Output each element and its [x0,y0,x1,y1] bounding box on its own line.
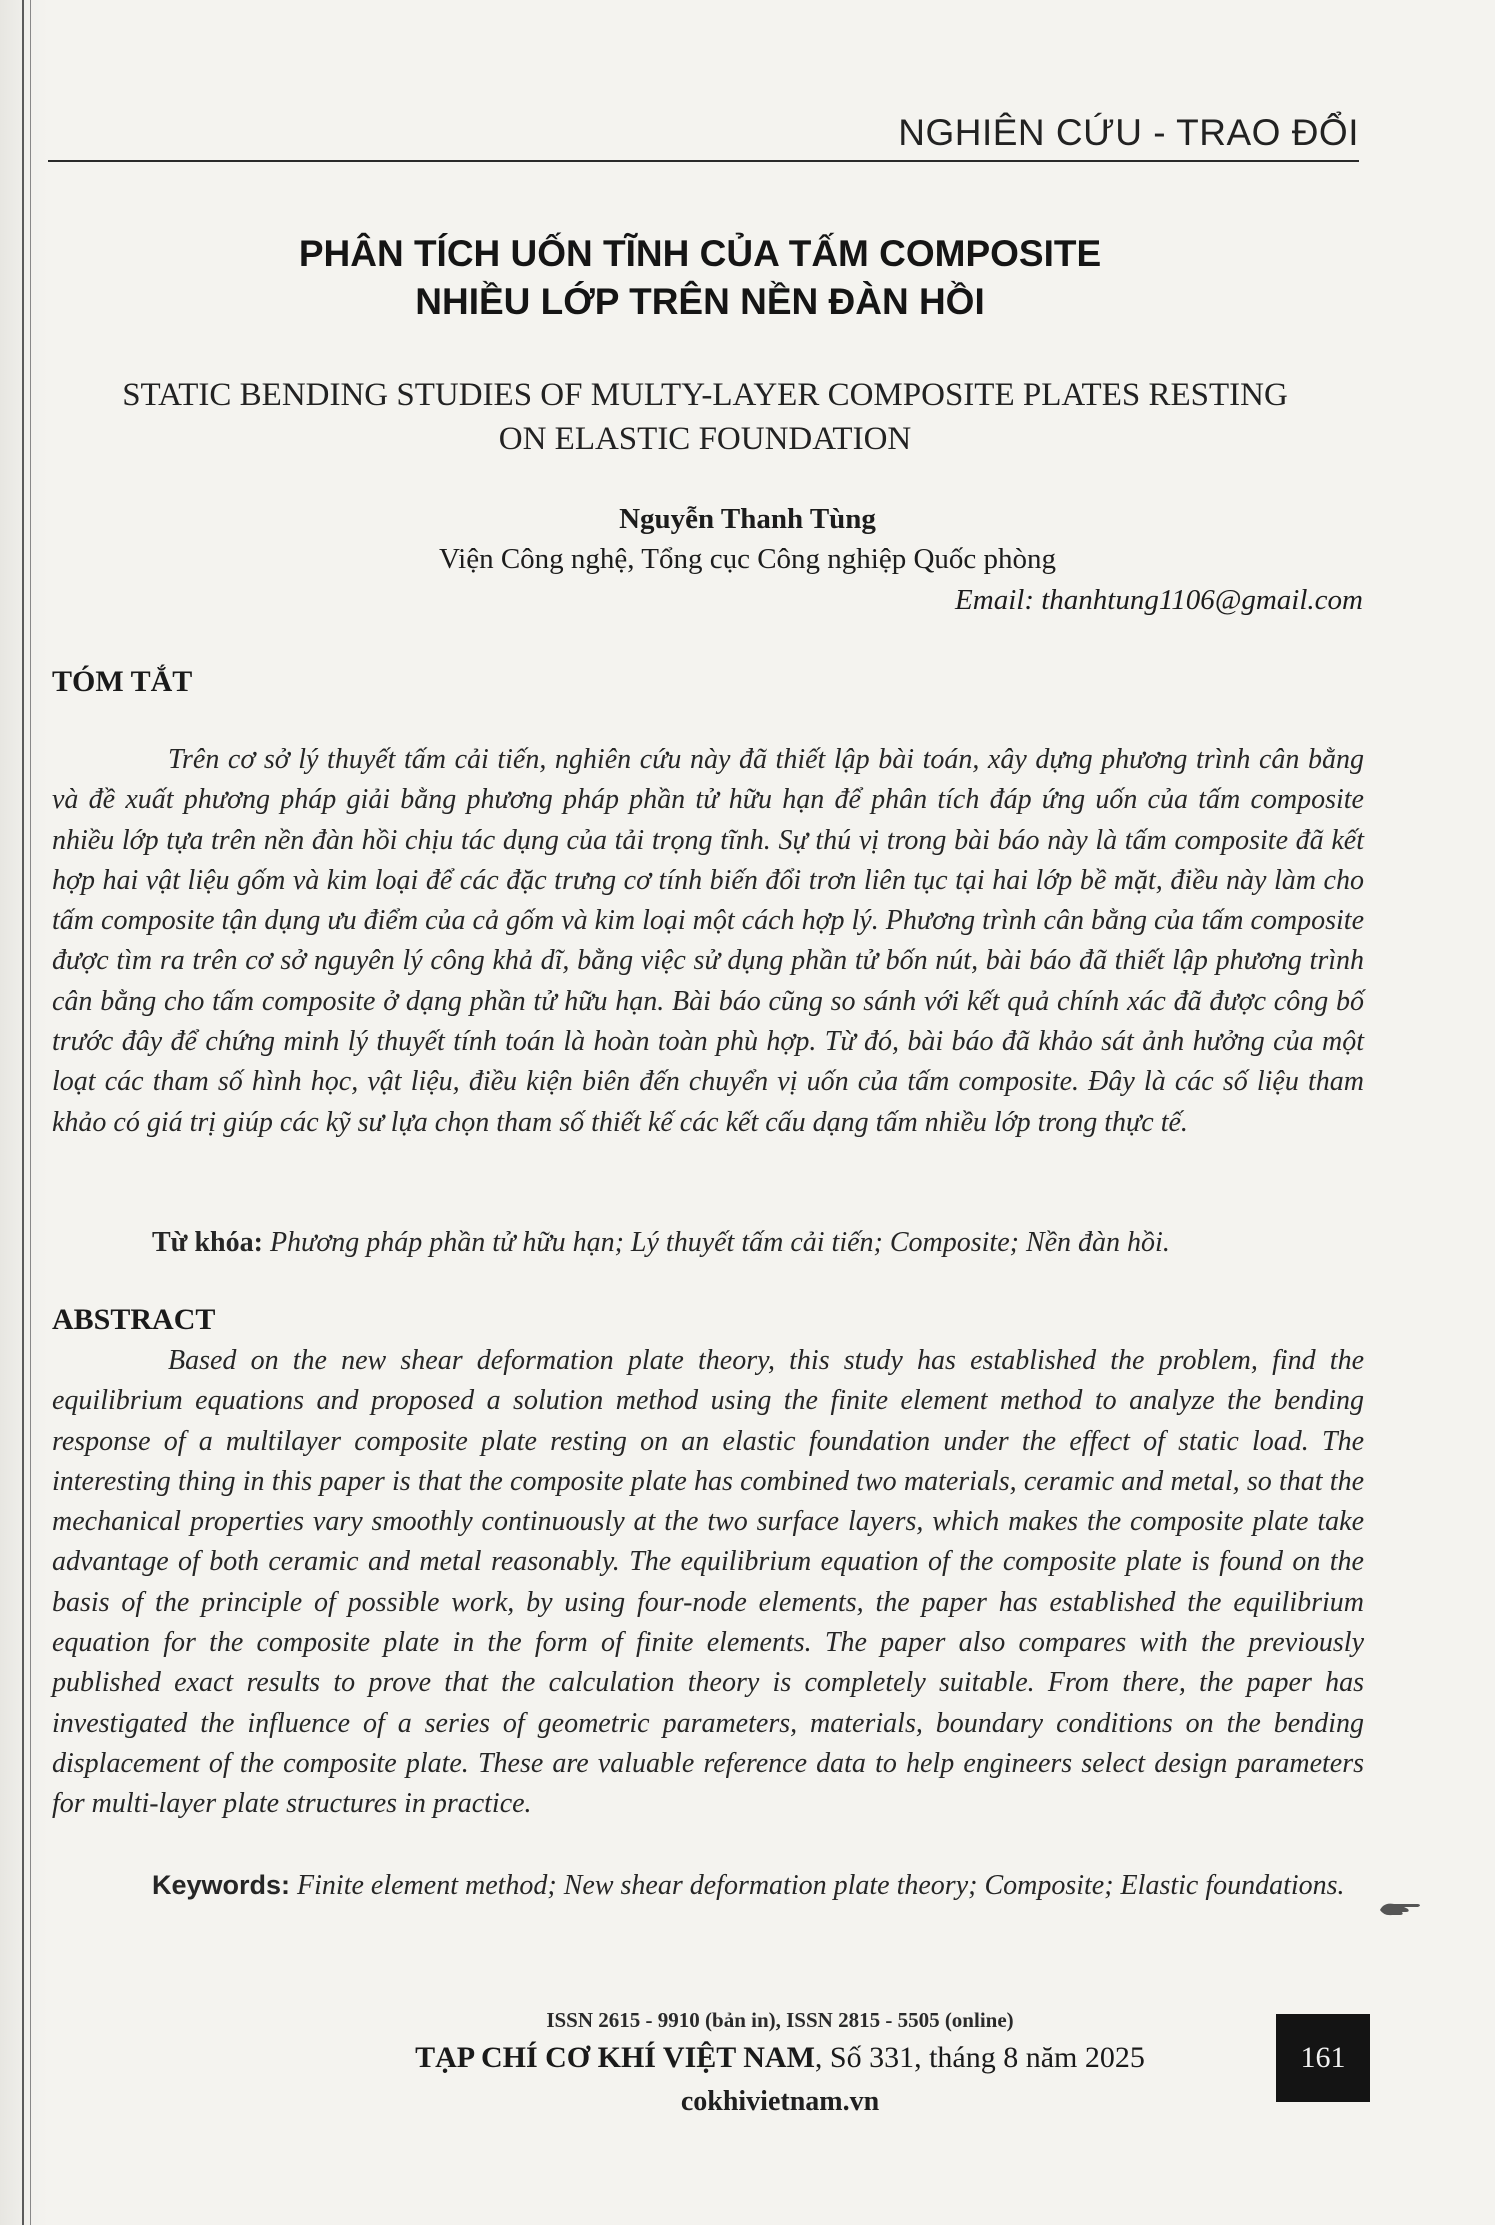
author-name: Nguyễn Thanh Tùng [619,503,876,535]
keywords-vi [52,1223,1364,1263]
author-affiliation: Viện Công nghệ, Tổng cục Công nghiệp Quốc phòng [438,543,1057,575]
author-email: Email: thanhtung1106@gmail.com [955,584,1363,616]
page-number: 161 [1276,2014,1370,2102]
abstract-en-heading: ABSTRACT [52,1303,216,1336]
binding-line [30,0,31,2225]
abstract-vi-heading: TÓM TẮT [52,665,193,698]
keywords-vi-label: Từ khóa: [152,1227,263,1258]
abstract-en-body: Based on the new shear deformation plate theory, this study has established the problem, find the equilibrium equations and proposed a solution method using the finite element method to analyze the bending response of a multilayer composite plate resting on an elastic foundation under the effect of static load. The interesting thing in this paper is that the composite plate has combined two materials, ceramic and metal, so that the mechanical properties vary smoothly continuously at the two surface layers, which makes the composite plate take advantage of both ceramic and metal reasonably. The equilibrium equation of the composite plate is found on the basis of the principle of possible work, by using four-node elements, the paper has established the equilibrium equation for the composite plate in the form of finite elements. The paper also compares with the previously published exact results to prove that the calculation theory is completely suitable. From there, the paper has investigated the influence of a series of geometric parameters, materials, boundary conditions on the bending displacement of the composite plate. These are valuable reference data to help engineers select design parameters for multi-layer plate structures in practice. [52,1345,1364,1820]
title-en-line2: ON ELASTIC FOUNDATION [498,421,912,457]
keywords-vi-text: Phương pháp phần tử hữu hạn; Lý thuyết tấm cải tiến; Composite; Nền đàn hồi. [269,1227,1170,1258]
issn: ISSN 2615 - 9910 (bản in), ISSN 2815 - 5505 (online) [546,2008,1014,2032]
abstract-vi-body: Trên cơ sở lý thuyết tấm cải tiến, nghiên cứu này đã thiết lập bài toán, xây dựng phương trình cân bằng và đề xuất phương pháp giải bằng phương pháp phần tử hữu hạn để phân tích đáp ứng uốn của tấm composite nhiều lớp tựa trên nền đàn hồi chịu tác dụng của tải trọng tĩnh. Sự thú vị trong bài báo này là tấm composite đã kết hợp hai vật liệu gốm và kim loại để các đặc trưng cơ tính biến đổi trơn liên tục tại hai lớp bề mặt, điều này làm cho tấm composite tận dụng ưu điểm của cả gốm và kim loại một cách hợp lý. Phương trình cân bằng của tấm composite được tìm ra trên cơ sở nguyên lý công khả dĩ, bằng việc sử dụng phần tử bốn nút, bài báo đã thiết lập phương trình cân bằng cho tấm composite ở dạng phần tử hữu hạn. Bài báo cũng so sánh với kết quả chính xác đã được công bố trước đây để chứng minh lý thuyết tính toán là hoàn toàn phù hợp. Từ đó, bài báo đã khảo sát ảnh hưởng của một loạt các tham số hình học, vật liệu, điều kiện biên đến chuyển vị uốn của tấm composite. Đây là các số liệu tham khảo có giá trị giúp các kỹ sư lựa chọn tham số thiết kế các kết cấu dạng tấm nhiều lớp trong thực tế. [52,744,1364,1138]
title-en-line1: STATIC BENDING STUDIES OF MULTY-LAYER COMPOSITE PLATES RESTING [122,377,1288,413]
title-vi-line2: NHIỀU LỚP TRÊN NỀN ĐÀN HỒI [415,281,985,322]
journal-website: cokhivietnam.vn [680,2086,880,2117]
title-vi-line1: PHÂN TÍCH UỐN TĨNH CỦA TẤM COMPOSITE [298,233,1102,274]
journal-citation [330,2041,1230,2075]
section-header: NGHIÊN CỨU - TRAO ĐỔI [898,112,1359,153]
keywords-en-text: Finite element method; New shear deformation plate theory; Composite; Elastic foundations. [297,1870,1345,1901]
title-vietnamese [200,230,1200,326]
header-rule [48,160,1359,162]
keywords-en-label: Keywords: [152,1870,291,1900]
journal-name: TẠP CHÍ CƠ KHÍ VIỆT NAM [415,2041,815,2074]
title-english [60,373,1350,461]
pointing-hand-icon [1378,1898,1426,1925]
binding-shadow [0,0,48,2225]
journal-issue: , Số 331, tháng 8 năm 2025 [814,2041,1145,2074]
keywords-en [52,1865,1364,1906]
binding-line [22,0,24,2225]
